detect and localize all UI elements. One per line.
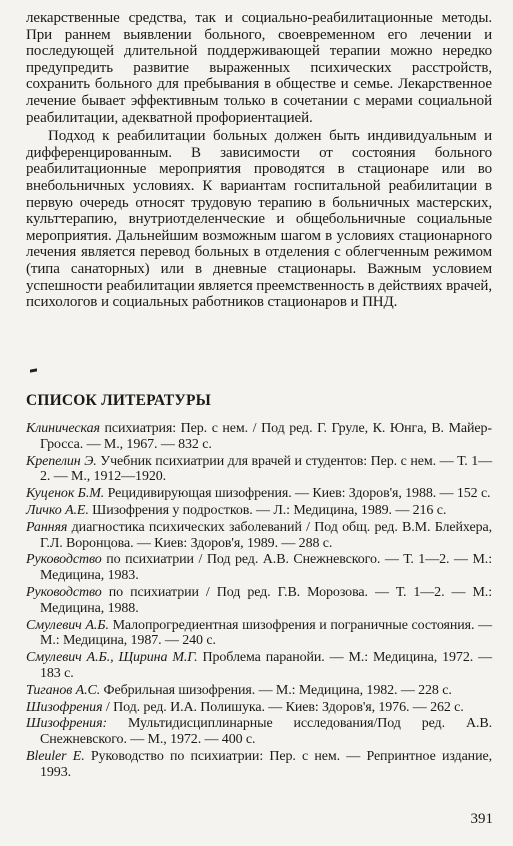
list-item: [26, 552, 492, 584]
paragraph-1: лекарственные средства, так и социально-реабилитационные методы. При раннем выявлении больного, своевременном его лечении и последующей длительной поддерживающей терапии можно нередко предупредить развитие выраженных психических расстройств, сохранить больного для пребывания в обществе и семье. Лекарственное лечение бывает эффективным только в сочетании с мерами социальной реабилитации, адекватной профориентацией.: [26, 10, 492, 126]
paragraph-2: Подход к реабилитации больных должен быть индивидуальным и дифференцированным. В зависимости от состояния больного реабилитационные мероприятия проводятся в стационаре или во внебольничных условиях. К вариантам госпитальной реабилитации в первую очередь относят трудовую терапию в больничных мастерских, культтерапию, внутриотделенческие и общебольничные социальные мероприятия. Дальнейшим возможным шагом в условиях стационарного лечения является перевод больных в отделения с облегченным режимом (типа санаторных) или в дневные стационары. Важным условием успешности реабилитации является преемственность в действиях врачей, психологов и социальных работников стационаров и ПНД.: [26, 128, 492, 311]
ref-lead: Куценок Б.М.: [26, 486, 105, 502]
ref-lead: Шизофрения:: [26, 716, 108, 732]
ref-rest: диагностика психических заболеваний / Под общ. ред. В.М. Блейхера, Г.Л. Воронцова. — Киев: Здоров'я, 1989. — 288 с.: [40, 519, 492, 551]
ref-rest: Фебрильная шизофрения. — М.: Медицина, 1982. — 228 с.: [100, 682, 452, 698]
ref-rest: по психиатрии / Под ред. А.В. Снежневского. — Т. 1—2. — М.: Медицина, 1983.: [40, 552, 492, 584]
list-item: [26, 716, 492, 748]
list-item: [26, 421, 492, 453]
list-item: [26, 749, 492, 781]
ref-lead: Ранняя: [26, 519, 68, 535]
ref-rest: Мультидисциплинарные исследования/Под ред. А.В. Снежневского. — М., 1972. — 400 с.: [40, 716, 492, 748]
ref-rest: Шизофрения у подростков. — Л.: Медицина, 1989. — 216 с.: [88, 502, 447, 518]
ref-rest: Проблема паранойи. — М.: Медицина, 1972. — 183 с.: [40, 650, 492, 681]
ref-rest: Рецидивирующая шизофрения. — Киев: Здоров'я, 1988. — 152 с.: [104, 486, 491, 502]
list-item: [26, 618, 492, 650]
ref-lead: Руководство: [26, 552, 102, 568]
ref-rest: по психиатрии / Под ред. Г.В. Морозова. — Т. 1—2. — М.: Медицина, 1988.: [40, 584, 492, 616]
list-item: [26, 683, 492, 699]
list-item: [26, 503, 492, 519]
page-number: 391: [470, 811, 493, 827]
list-item: [26, 520, 492, 552]
ref-lead: Смулевич А.Б., Щирина М.Г.: [26, 650, 198, 666]
ref-lead: Смулевич А.Б.: [26, 617, 109, 633]
stray-mark: [30, 368, 37, 372]
ref-lead: Bleuler E.: [26, 748, 85, 764]
ref-rest: / Под. ред. И.А. Полишука. — Киев: Здоров'я, 1976. — 262 с.: [102, 699, 464, 715]
ref-rest: психиатрия: Пер. с нем. / Под ред. Г. Груле, К. Юнга, В. Майер-Гросса. — М., 1967. — 832 с.: [40, 421, 492, 452]
ref-lead: Личко А.Е.: [26, 502, 89, 518]
ref-rest: Малопрогредиентная шизофрения и пограничные состояния. — М.: Медицина, 1987. — 240 с.: [40, 617, 492, 649]
ref-lead: Шизофрения: [26, 699, 103, 715]
body-text: [26, 10, 492, 311]
ref-lead: Руководство: [26, 584, 102, 600]
bibliography-list: [26, 421, 492, 782]
list-item: [26, 650, 492, 682]
ref-lead: Крепелин Э.: [26, 453, 97, 469]
list-item: [26, 585, 492, 617]
list-item: [26, 700, 492, 716]
ref-rest: Учебник психиатрии для врачей и студентов: Пер. с нем. — Т. 1—2. — М., 1912—1920.: [40, 453, 492, 485]
ref-lead: Тиганов А.С.: [26, 682, 101, 698]
list-item: [26, 454, 492, 486]
bibliography-heading: СПИСОК ЛИТЕРАТУРЫ: [26, 392, 212, 409]
list-item: [26, 486, 492, 502]
ref-lead: Клиническая: [26, 421, 100, 436]
ref-rest: Руководство по психиатрии: Пер. с нем. — Репринтное издание, 1993.: [40, 748, 492, 780]
